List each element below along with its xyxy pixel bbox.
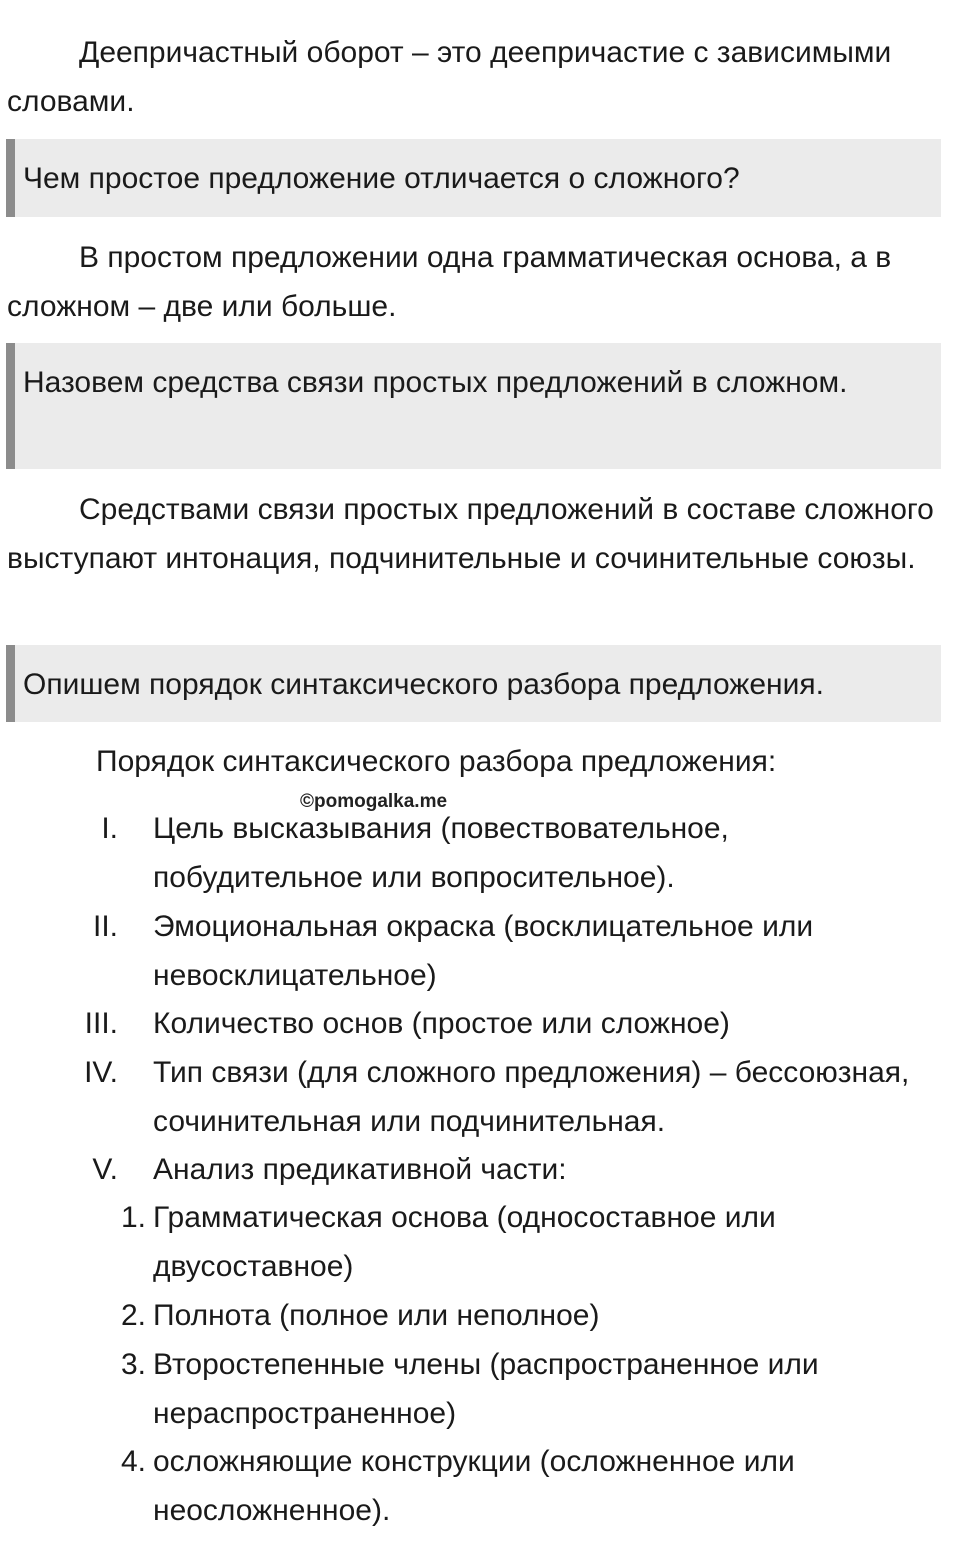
list-item-text: Грамматическая основа (односоставное или двусоставное) bbox=[153, 1201, 776, 1283]
list-item-text: Количество основ (простое или сложное) bbox=[153, 1007, 730, 1040]
list-item-text: Полнота (полное или неполное) bbox=[153, 1299, 600, 1332]
watermark: ©pomogalka.me bbox=[300, 791, 448, 812]
intro-paragraph: Деепричастный оборот – это деепричастие с зависимыми словами. bbox=[7, 36, 892, 118]
list-item-text: Анализ предикативной части: bbox=[153, 1153, 567, 1186]
list-title: Порядок синтаксического разбора предложения: bbox=[96, 745, 777, 778]
question-block-2 bbox=[6, 343, 941, 469]
list-marker: IV. bbox=[84, 1056, 118, 1089]
list-marker: 3. bbox=[120, 1348, 146, 1381]
question-text: Опишем порядок синтаксического разбора предложения. bbox=[23, 668, 824, 701]
list-item-text: Цель высказывания (повествовательное, побудительное или вопросительное). bbox=[153, 812, 729, 894]
question-block-1 bbox=[6, 139, 941, 217]
question-block-3 bbox=[6, 645, 941, 722]
list-item-text: Второстепенные члены (распространенное или нераспространенное) bbox=[153, 1348, 819, 1430]
list-marker: V. bbox=[92, 1153, 118, 1186]
question-text: Чем простое предложение отличается о сложного? bbox=[23, 162, 740, 195]
answer-paragraph-1: В простом предложении одна грамматическая основа, а в сложном – две или больше. bbox=[7, 241, 892, 323]
list-item-text: Эмоциональная окраска (восклицательное или невосклицательное) bbox=[153, 910, 814, 992]
list-item-text: осложняющие конструкции (осложненное или неосложненное). bbox=[153, 1445, 795, 1527]
list-marker: III. bbox=[84, 1007, 118, 1040]
answer-paragraph-2: Средствами связи простых предложений в составе сложного выступают интонация, подчинительные и сочинительные союзы. bbox=[7, 493, 934, 575]
list-marker: 2. bbox=[120, 1299, 146, 1332]
list-item-text: Тип связи (для сложного предложения) – бессоюзная, сочинительная или подчинительная. bbox=[153, 1056, 910, 1138]
list-marker: II. bbox=[92, 910, 118, 943]
question-text: Назовем средства связи простых предложений в сложном. bbox=[23, 366, 848, 399]
list-marker: 4. bbox=[120, 1445, 146, 1478]
list-marker: I. bbox=[101, 812, 118, 845]
list-marker: 1. bbox=[120, 1201, 146, 1234]
